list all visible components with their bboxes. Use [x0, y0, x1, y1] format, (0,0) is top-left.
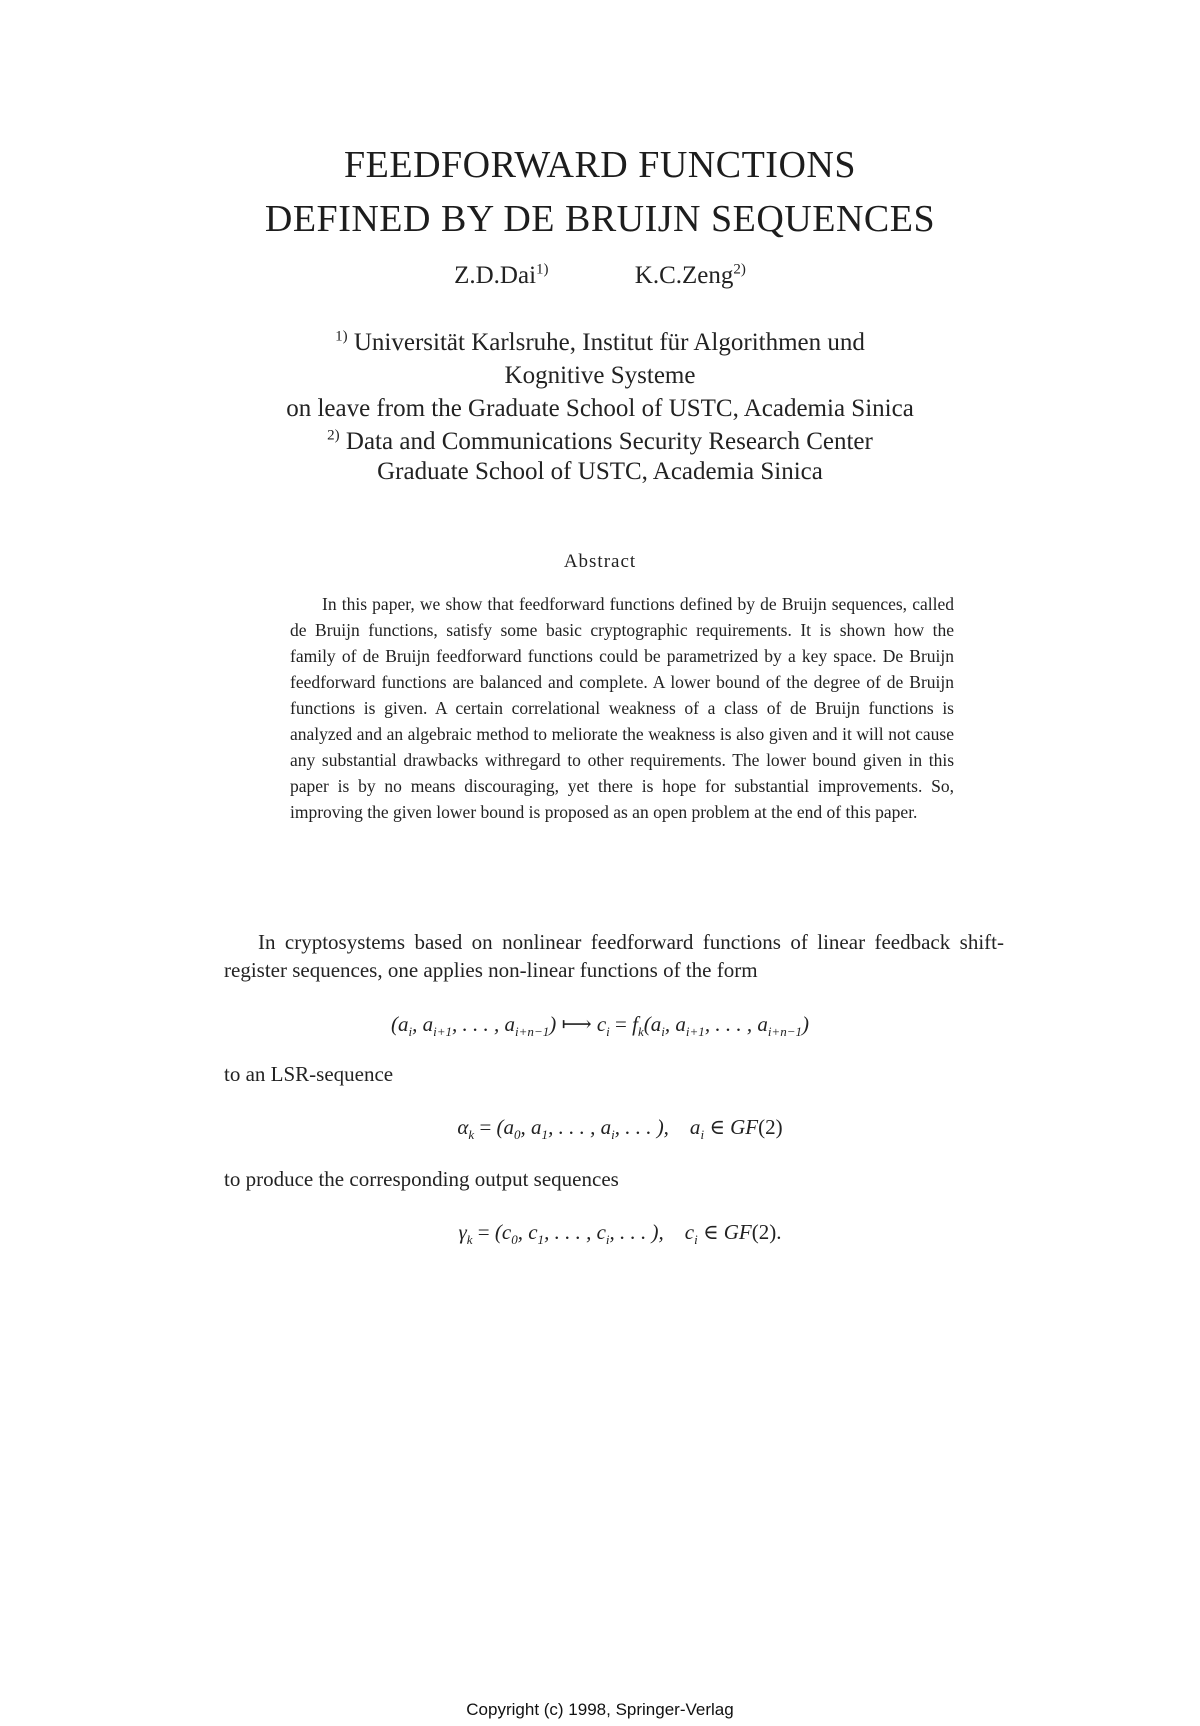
- affiliation-1-line-1: [0, 326, 1200, 359]
- affiliation-text: Universität Karlsruhe, Institut für Algorithmen und: [353, 329, 865, 356]
- author-1: [454, 262, 548, 290]
- equation-lsr-sequence: $\alpha_k = (a_0$, $a_1$, . . . , $a_i$, . . . ), $a_i$ ∈ GF(2): [457, 1115, 783, 1143]
- author-mark: 2): [733, 261, 746, 278]
- author-mark: 1): [536, 261, 549, 278]
- affiliations: [0, 326, 1200, 488]
- abstract-heading: Abstract: [563, 551, 637, 572]
- equation-feedforward: ($a_i$, $a_{i+1}$, . . . , $a_{i+n-1}$) ⟼ $c_i = f_k(a_i$, $a_{i+1}$, . . . , $a_{i+n-1}$): [390, 1012, 810, 1040]
- title-line-2: DEFINED BY DE BRUIJN SEQUENCES: [264, 198, 936, 240]
- title-line-1: FEEDFORWARD FUNCTIONS: [344, 144, 856, 186]
- intro-text: In cryptosystems based on nonlinear feedforward functions of linear feedback shift-register sequences, one applies non-linear functions of the form: [224, 930, 1004, 982]
- paper-title: [0, 138, 1200, 246]
- equation-output-sequence: $\gamma_k = (c_0$, $c_1$, . . . , $c_i$, . . . ), $c_i$ ∈ GF(2).: [458, 1220, 782, 1248]
- affiliation-2-line-2: Graduate School of USTC, Academia Sinica: [377, 458, 823, 485]
- copyright-footer: Copyright (c) 1998, Springer-Verlag: [466, 1700, 734, 1719]
- affiliation-2-line-1: [0, 425, 1200, 458]
- affiliation-text: Data and Communications Security Research Center: [345, 428, 873, 455]
- lead-text-1: to an LSR-sequence: [224, 1062, 394, 1086]
- affiliation-1-line-2: Kognitive Systeme: [504, 362, 696, 389]
- author-name: Z.D.Dai: [454, 262, 537, 289]
- affiliation-mark: 1): [335, 328, 348, 345]
- abstract-text: In this paper, we show that feedforward functions defined by de Bruijn sequences, called de Bruijn functions, satisfy some basic cryptographic requirements. It is shown how the family of de Bruijn feedforward functions could be parametrized by a key space. De Bruijn feedforward functions are balanced and complete. A lower bound of the degree of de Bruijn functions is given. A certain correlational weakness of a class of de Bruijn functions is analyzed and an algebraic method to meliorate the weakness is also given and it will not cause any substantial drawbacks withregard to other requirements. The lower bound given in this paper is by no means discouraging, yet there is hope for substantial improvements. So, improving the given lower bound is proposed as an open problem at the end of this paper.: [290, 594, 954, 822]
- intro-paragraph: [224, 928, 1004, 984]
- author-list: [0, 262, 1200, 290]
- affiliation-mark: 2): [327, 427, 340, 444]
- lead-text-2: to produce the corresponding output sequences: [224, 1167, 619, 1191]
- affiliation-1-line-3: on leave from the Graduate School of USTC, Academia Sinica: [286, 395, 914, 422]
- abstract-body: [290, 591, 954, 825]
- author-name: K.C.Zeng: [634, 262, 734, 289]
- author-2: [635, 262, 746, 290]
